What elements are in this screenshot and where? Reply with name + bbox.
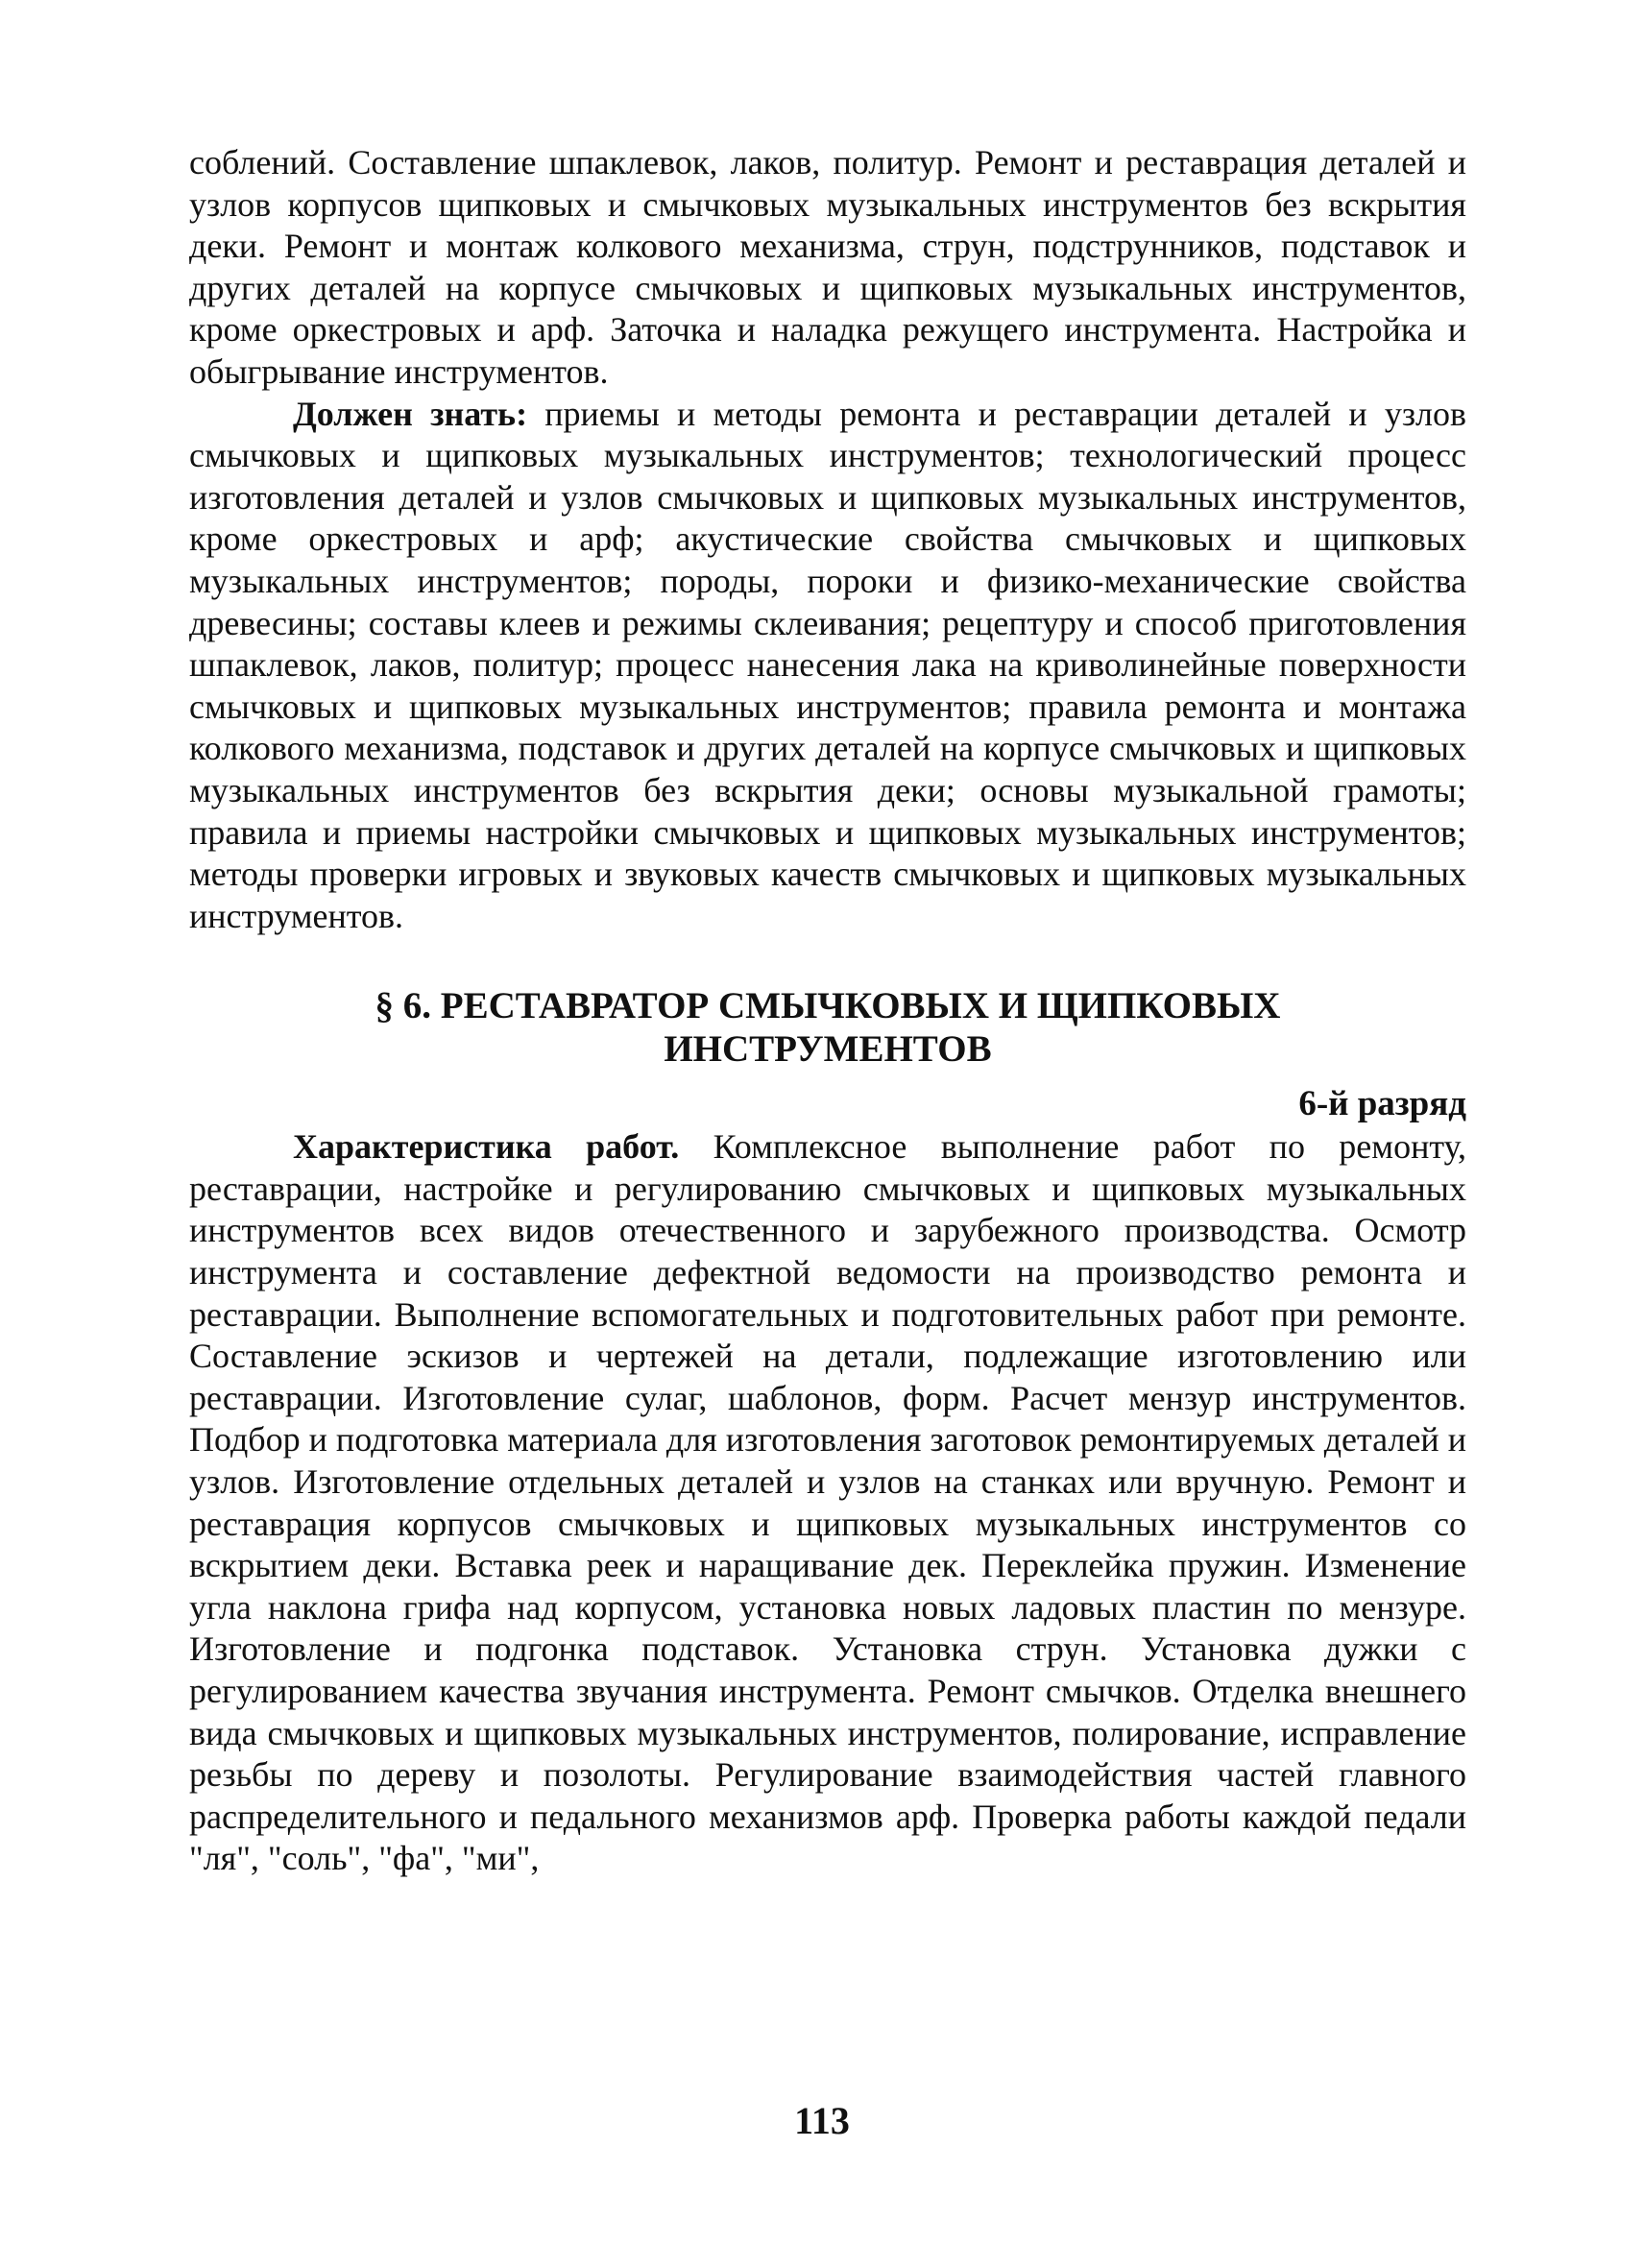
must-know-lead: Должен знать: bbox=[293, 394, 528, 433]
work-characteristics-paragraph bbox=[189, 1126, 1466, 1880]
section-title-line2: ИНСТРУМЕНТОВ bbox=[664, 1028, 992, 1071]
continuation-text: соблений. Составление шпаклевок, лаков, политур. Ремонт и реставрация деталей и узлов корпусов щипковых и смычковых музыкальных инструментов без вскрытия деки. Ремонт и монтаж колкового механизма, струн, подструнников, подставок и других деталей на корпусе смычковых и щипковых музыкальных инструментов, кроме оркестровых и арф. Заточка и наладка режущего инструмента. Настройка и обыгрывание инструментов. bbox=[189, 143, 1466, 391]
page-number: 113 bbox=[794, 2099, 850, 2142]
section-title-line1: § 6. РЕСТАВРАТОР СМЫЧКОВЫХ И ЩИПКОВЫХ bbox=[375, 985, 1281, 1027]
must-know-text: приемы и методы ремонта и реставрации деталей и узлов смычковых и щипковых музыкальных инструментов; технологический процесс изготовления деталей и узлов смычковых и щипковых музыкальных инструментов, кроме оркестровых и арф; акустические свойства смычковых и щипковых музыкальных инструментов; породы, пороки и физико-механические свойства древесины; составы клеев и режимы склеивания; рецептуру и способ приготовления шпаклевок, лаков, политур; процесс нанесения лака на криволинейные поверхности смычковых и щипковых музыкальных инструментов; правила ремонта и монтажа колкового механизма, подставок и других деталей на корпусе смычковых и щипковых музыкальных инструментов без вскрытия деки; основы музыкальной грамоты; правила и приемы настройки смычковых и щипковых музыкальных инструментов; методы проверки игровых и звуковых качеств смычковых и щипковых музыкальных инструментов. bbox=[189, 394, 1466, 935]
continuation-paragraph bbox=[189, 142, 1466, 394]
work-characteristics-lead: Характеристика работ. bbox=[293, 1127, 680, 1167]
work-characteristics-text: Комплексное выполнение работ по ремонту, реставрации, настройке и регулированию смычковых и щипковых музыкальных инструментов всех видов отечественного и зарубежного производства. Осмотр инструмента и составление дефектной ведомости на производство ремонта и реставрации. Выполнение вспомогательных и подготовительных работ при ремонте. Составление эскизов и чертежей на детали, подлежащие изготовлению или реставрации. Изготовление сулаг, шаблонов, форм. Расчет мензур инструментов. Подбор и подготовка материала для изготовления заготовок ремонтируемых деталей и узлов. Изготовление отдельных деталей и узлов на станках или вручную. Ремонт и реставрация корпусов смычковых и щипковых музыкальных инструментов со вскрытием деки. Вставка реек и наращивание дек. Переклейка пружин. Изменение угла наклона грифа над корпусом, установка новых ладовых пластин по мензуре. Изготовление и подгонка подставок. Установка струн. Установка дужки с регулированием качества звучания инструмента. Ремонт смычков. Отделка внешнего вида смычковых и щипковых музыкальных инструментов, полирование, исправление резьбы по дереву и позолоты. Регулирование взаимодействия частей главного распределительного и педального механизмов арф. Проверка работы каждой педали "ля", "соль", "фа", "ми", bbox=[189, 1127, 1466, 1878]
document-page bbox=[189, 142, 1466, 1880]
grade-label: 6-й разряд bbox=[1298, 1084, 1466, 1124]
section-title bbox=[189, 984, 1466, 1071]
must-know-paragraph bbox=[189, 394, 1466, 938]
